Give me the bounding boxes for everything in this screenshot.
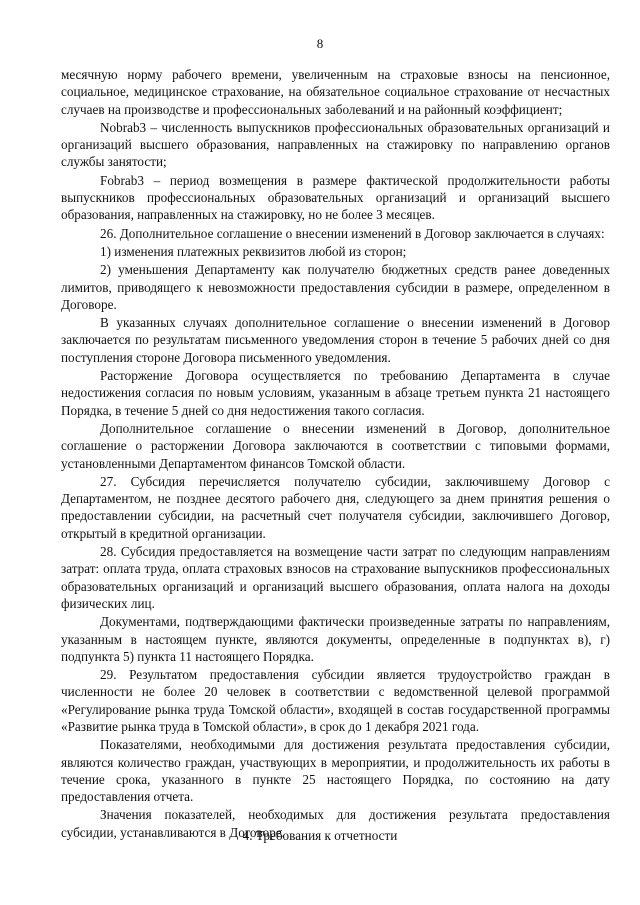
paragraph: В указанных случаях дополнительное соглашение о внесении изменений в Договор заключается по результатам письменного уведомления сторон в течение 5 рабочих дней со дня поступления стороне Договора письменного уведомления. <box>61 315 610 365</box>
paragraph: Nobrab3 – численность выпускников профессиональных образовательных организаций и организаций высшего образования, направленных на стажировку по направлению органов службы занятости; <box>61 119 610 170</box>
paragraph: 28. Субсидия предоставляется на возмещение части затрат по следующим направлениям затрат: оплата труда, оплата страховых взносов на страхование выпускников профессиональных образовательных организаций и организаций высшего образования, оплата налога на доходы физических лиц. <box>61 544 610 611</box>
paragraph: 26. Дополнительное соглашение о внесении изменений в Договор заключается в случаях: <box>100 225 605 241</box>
paragraph: Значения показателей, необходимых для достижения результата предоставления субсидии, устанавливаются в Договоре. <box>61 807 610 840</box>
page-number: 8 <box>316 36 324 51</box>
paragraph: Расторжение Договора осуществляется по требованию Департамента в случае недостижения согласия по новым условиям, указанным в абзаце третьем пункта 21 настоящего Порядка, в течение 5 дней со дня недостижения такого согласия. <box>61 368 610 418</box>
paragraph: 29. Результатом предоставления субсидии является трудоустройство граждан в численности не более 20 человек в соответствии с ведомственной целевой программой «Регулирование рынка труда Томской области», входящей в состав государственной программы «Развитие рынка труда в Томской области», в срок до 1 декабря 2021 года. <box>61 667 610 734</box>
paragraph: 27. Субсидия перечисляется получателю субсидии, заключившему Договор с Департаментом, не позднее десятого рабочего дня, следующего за днем принятия решения о предоставлении субсидии, на расчетный счет получателя субсидии, заключившего Договор, открытый в кредитной организации. <box>61 473 610 541</box>
paragraph: Показателями, необходимыми для достижения результата предоставления субсидии, являются количество граждан, участвующих в мероприятии, и продолжительность их работы в течение срока, указанного в пункте 25 настоящего Порядка, по состоянию на дату предоставления отчета. <box>61 737 610 805</box>
paragraph: 1) изменения платежных реквизитов любой из сторон; <box>100 243 407 259</box>
paragraph: Документами, подтверждающими фактически произведенные затраты по направлениям, указанным в настоящем пункте, являются документы, определенные в подпунктах в), г) подпункта 5) пункта 11 настоящего Порядка. <box>61 614 610 664</box>
paragraph: месячную норму рабочего времени, увеличенным на страховые взносы на пенсионное, социальное, медицинское страхование, на обязательное социальное страхование от несчастных случаев на производстве и профессиональных заболеваний и на районный коэффициент; <box>61 67 610 117</box>
section-heading: 4. Требования к отчетности <box>242 828 398 843</box>
paragraph: 2) уменьшения Департаменту как получателю бюджетных средств ранее доведенных лимитов, приводящего к невозможности предоставления субсидии в размере, определенном в Договоре. <box>61 262 610 312</box>
paragraph: Дополнительное соглашение о внесении изменений в Договор, дополнительное соглашение о расторжении Договора заключаются в соответствии с типовыми формами, установленными Департаментом финансов Томской области. <box>61 420 610 471</box>
paragraph: Fobrab3 – период возмещения в размере фактической продолжительности работы выпускников профессиональных образовательных организаций и организаций высшего образования, направленных на стажировку, но не более 3 месяцев. <box>61 172 610 223</box>
document-body <box>61 66 610 841</box>
